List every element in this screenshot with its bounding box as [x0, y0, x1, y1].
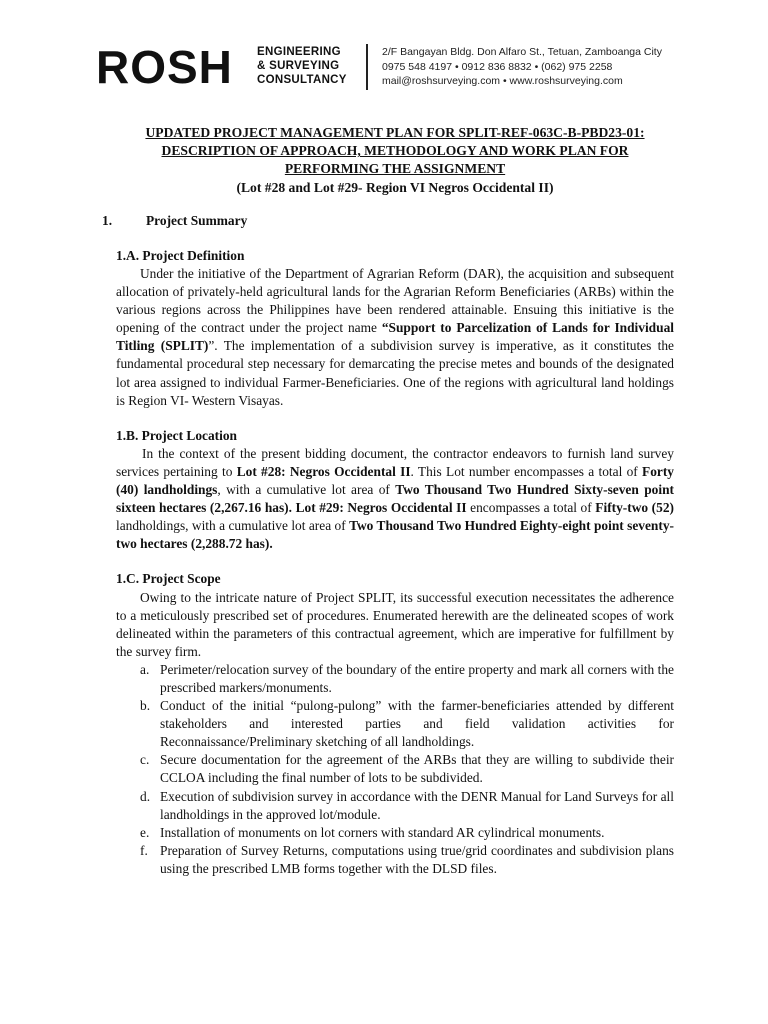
subsection-heading-definition: 1.A. Project Definition: [116, 247, 245, 263]
location-bold: Two Thousand Two Hundred Sixty-seven point sixteen hectares (2,267.16 has). Lot #29: Negros Occidental II: [116, 482, 674, 516]
tagline-line: CONSULTANCY: [257, 74, 347, 86]
list-marker: b.: [140, 698, 151, 714]
title-subtitle: (Lot #28 and Lot #29- Region VI Negros Occidental II): [236, 179, 554, 195]
list-item: [116, 842, 674, 878]
list-item: [116, 751, 674, 787]
list-item-text: Secure documentation for the agreement of the ARBs that they are willing to subdivide their CCLOA including the final number of lots to be subdivided.: [160, 752, 674, 786]
header-divider: [366, 44, 368, 90]
location-text: landholdings, with a cumulative lot area of: [116, 518, 350, 534]
list-marker: a.: [140, 661, 150, 677]
contact-address: 2/F Bangayan Bldg. Don Alfaro St., Tetuan, Zamboanga City: [382, 46, 662, 58]
company-logo: ROSH: [96, 41, 233, 93]
section-title: Project Summary: [146, 212, 248, 228]
location-bold: Lot #28: Negros Occidental II: [236, 463, 411, 479]
definition-text: Under the initiative of the Department of Agrarian Reform (DAR), the acquisition and subsequent allocation of privately-held agricultural lands for the Agrarian Reform Beneficiaries (ARBs) within the various regions across the Philippines have been rendered attainable. Ensuing this initiative is the opening of the contract under the project name: [116, 266, 674, 336]
title-line: DESCRIPTION OF APPROACH, METHODOLOGY AND WORK PLAN FOR: [161, 143, 629, 159]
document-title: [116, 124, 674, 197]
location-bold: Two Thousand Two Hundred Eighty-eight point seventy-two hectares (2,288.72 has).: [116, 518, 674, 552]
document-body: [102, 124, 674, 878]
location-text: . This Lot number encompasses a total of: [410, 463, 643, 479]
list-item: [116, 788, 674, 824]
project-name: “Support to Parcelization of Lands for Individual Titling (SPLIT): [116, 320, 674, 354]
company-tagline: [257, 45, 347, 87]
list-item: [116, 824, 674, 842]
list-item-text: Execution of subdivision survey in accordance with the DENR Manual for Land Surveys for all landholdings in the approved lot/module.: [160, 788, 674, 822]
location-text: encompasses a total of: [466, 500, 596, 516]
scope-intro: Owing to the intricate nature of Project SPLIT, its successful execution necessitates the adherence to a meticulously prescribed set of procedures. Enumerated herewith are the delineated scopes of work delineated within the parameters of this contractual agreement, which are imperative for fulfillment by the survey firm.: [116, 589, 674, 659]
definition-paragraph: [116, 265, 674, 410]
definition-text: ”. The implementation of a subdivision survey is imperative, as it constitutes the fundamental procedural step necessary for demarcating the precise metes and bounds of the designated lot area assigned to individual Farmer-Beneficiaries. One of the regions with agricultural land holdings is Region VI- Western Visayas.: [116, 338, 674, 408]
list-marker: e.: [140, 824, 150, 840]
list-marker: d.: [140, 788, 151, 804]
location-text: , with a cumulative lot area of: [217, 482, 396, 498]
location-bold: Forty (40) landholdings: [116, 463, 674, 498]
contact-email-web: mail@roshsurveying.com • www.roshsurveying.com: [382, 75, 623, 87]
list-marker: f.: [140, 842, 148, 858]
list-item-text: Conduct of the initial “pulong-pulong” with the farmer-beneficiaries attended by different stakeholders and interested parties and field validation activities for Reconnaissance/Preliminary sketching of all landholdings.: [160, 698, 674, 750]
section-number: 1.: [102, 212, 113, 228]
section-heading: [102, 212, 660, 230]
list-item: [116, 697, 674, 751]
title-line: PERFORMING THE ASSIGNMENT: [284, 161, 506, 177]
scope-list: [116, 661, 674, 878]
list-marker: c.: [140, 752, 150, 768]
contact-phones: 0975 548 4197 • 0912 836 8832 • (062) 975 2258: [382, 60, 613, 73]
list-item: [116, 661, 674, 697]
letterhead: [96, 40, 696, 96]
subsection-heading-scope: 1.C. Project Scope: [116, 571, 221, 587]
title-line: UPDATED PROJECT MANAGEMENT PLAN FOR SPLIT-REF-063C-B-PBD23-01:: [145, 125, 645, 140]
contact-info: [382, 45, 662, 89]
list-item-text: Installation of monuments on lot corners with standard AR cylindrical monuments.: [160, 824, 605, 840]
location-bold: Fifty-two (52): [595, 500, 674, 516]
tagline-line: & SURVEYING: [257, 60, 340, 72]
location-paragraph: [116, 445, 674, 554]
list-item-text: Perimeter/relocation survey of the boundary of the entire property and mark all corners with the prescribed markers/monuments.: [160, 661, 674, 695]
tagline-line: ENGINEERING: [257, 46, 341, 58]
subsection-heading-location: 1.B. Project Location: [116, 427, 237, 443]
list-item-text: Preparation of Survey Returns, computations using true/grid coordinates and subdivision plans using the prescribed LMB forms together with the DLSD files.: [160, 842, 674, 876]
location-text: In the context of the present bidding document, the contractor endeavors to furnish land survey services pertaining to: [116, 445, 674, 479]
